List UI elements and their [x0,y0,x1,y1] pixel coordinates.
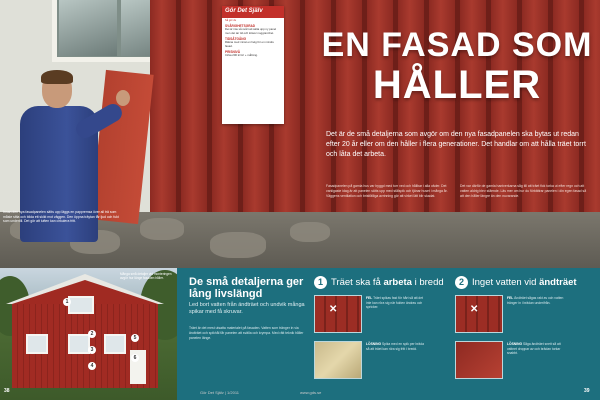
detail-marker-3: 3 [88,346,96,354]
correct-nailing-photo [314,341,362,379]
section-1-wrong-text: FEL Träet spikas fast för hårt så att det inte kan röra sig när fukten ändras och spricker. [366,296,423,310]
section-1-title: Träet ska få arbeta i bredd [331,277,444,288]
red-house [12,300,158,388]
cross-icon: ✕ [470,304,479,315]
panel-heading: De små detaljerna ger lång livslängd [189,276,304,300]
body-column-2: Det var därför de gamla hantverkarna såg till att träet fick torka ut efter regn och att vatten aldrig blev stående. Läs mer om hur du förbättrar panelen i din egen fasad så att den håller längre än den nuvarande. [460,184,587,198]
page-footer-left: Gör Det Själv | 1/2011 [200,390,239,395]
section-1-solution-text: LÖSNING Spika med en spik per bräda så att träet kan röra sig fritt i bredd. [366,342,424,351]
photo-caption: Innan den nya fasadpanelen sätts upp läggs en pappremsa över all trä som måste sitta och bilda ett skikt mot väggen. Den öppna träytan får ljud och fukt som undertill. Det gör att luften kan cirkulera fritt. [3,210,119,224]
house-caption: Många små detaljer vid monteringen avgör hur länge fasaden håller. [120,272,172,281]
time-text: Räkna med minst en helg för en mindre fasad. [225,40,274,48]
detail-marker-1: 1 [63,298,71,306]
price-text: Cirka 200 kr/m² + målning. [225,53,258,58]
wrong-endgrain-photo [455,295,503,333]
time-heading: TIDSÅTGÅNG [225,37,247,42]
section-2-wrong-text: FEL Ändträet sågas rakt av och vatten tränger in i brädan underifrån. [507,296,564,305]
section-2-solution-text: LÖSNING Såga ändträet snett så att vattnet droppar av och brädan torkar snabbt. [507,342,561,356]
section-2-title: Inget vatten vid ändträet [472,277,577,288]
sidebar-ribbon-sub: Så gör du [225,19,237,22]
page-number-left: 38 [4,388,10,394]
detail-marker-2: 2 [88,330,96,338]
wrong-nailing-photo [314,295,362,333]
price-heading: PRISNIVÅ [225,50,241,55]
detail-marker-5: 5 [131,334,139,342]
info-sidebar [222,6,284,124]
panel-text: Träet är det mest utsatta materialet på fasaden. Vatten som tränger in via ändträet och spikhål får panelen att svälla och krympa. Med rätt teknik håller panelen länge. [189,326,304,340]
article-title [318,26,596,106]
correct-endgrain-photo [455,341,503,379]
article-ingress: Det är de små detaljerna som avgör om den nya fasadpanelen ska bytas ut redan efter 20 år eller om den håller i flera generationer. Det handlar om att hålla träet torrt och låta det arbeta. [326,131,586,158]
body-column-1: Fasadpanelen på gamla hus var byggd med torr ved och hållbar i alla väder. Det vanligaste idag är att panelen sätts upp med stålspik och tjänar huset i många år. Väggens ventilation och bristfälliga avrinning gör att virket lätt blir skadat. [326,184,448,198]
title-line-1: EN FASAD SOM [321,26,593,64]
page-footer-right: www.gds.se [300,390,322,395]
sidebar-ribbon: Gör Det Själv [222,6,284,18]
title-line-2: HÅLLER [372,63,542,107]
page-number-right: 39 [584,388,590,394]
cross-icon: ✕ [329,304,338,315]
difficulty-text: Det är inte så svårt att sätta upp ny panel men det tar tid och kräver noggrannhet. [225,27,276,35]
detail-marker-4: 4 [88,362,96,370]
panel-lead: Led bort vatten från ändträet och undvik många spikar med få skruvar. [189,302,305,315]
detail-marker-6: 6 [131,354,139,362]
section-1-number: 1 [314,276,327,289]
section-2-number: 2 [455,276,468,289]
difficulty-heading: SVÅRIGHETSGRAD [225,24,256,28]
